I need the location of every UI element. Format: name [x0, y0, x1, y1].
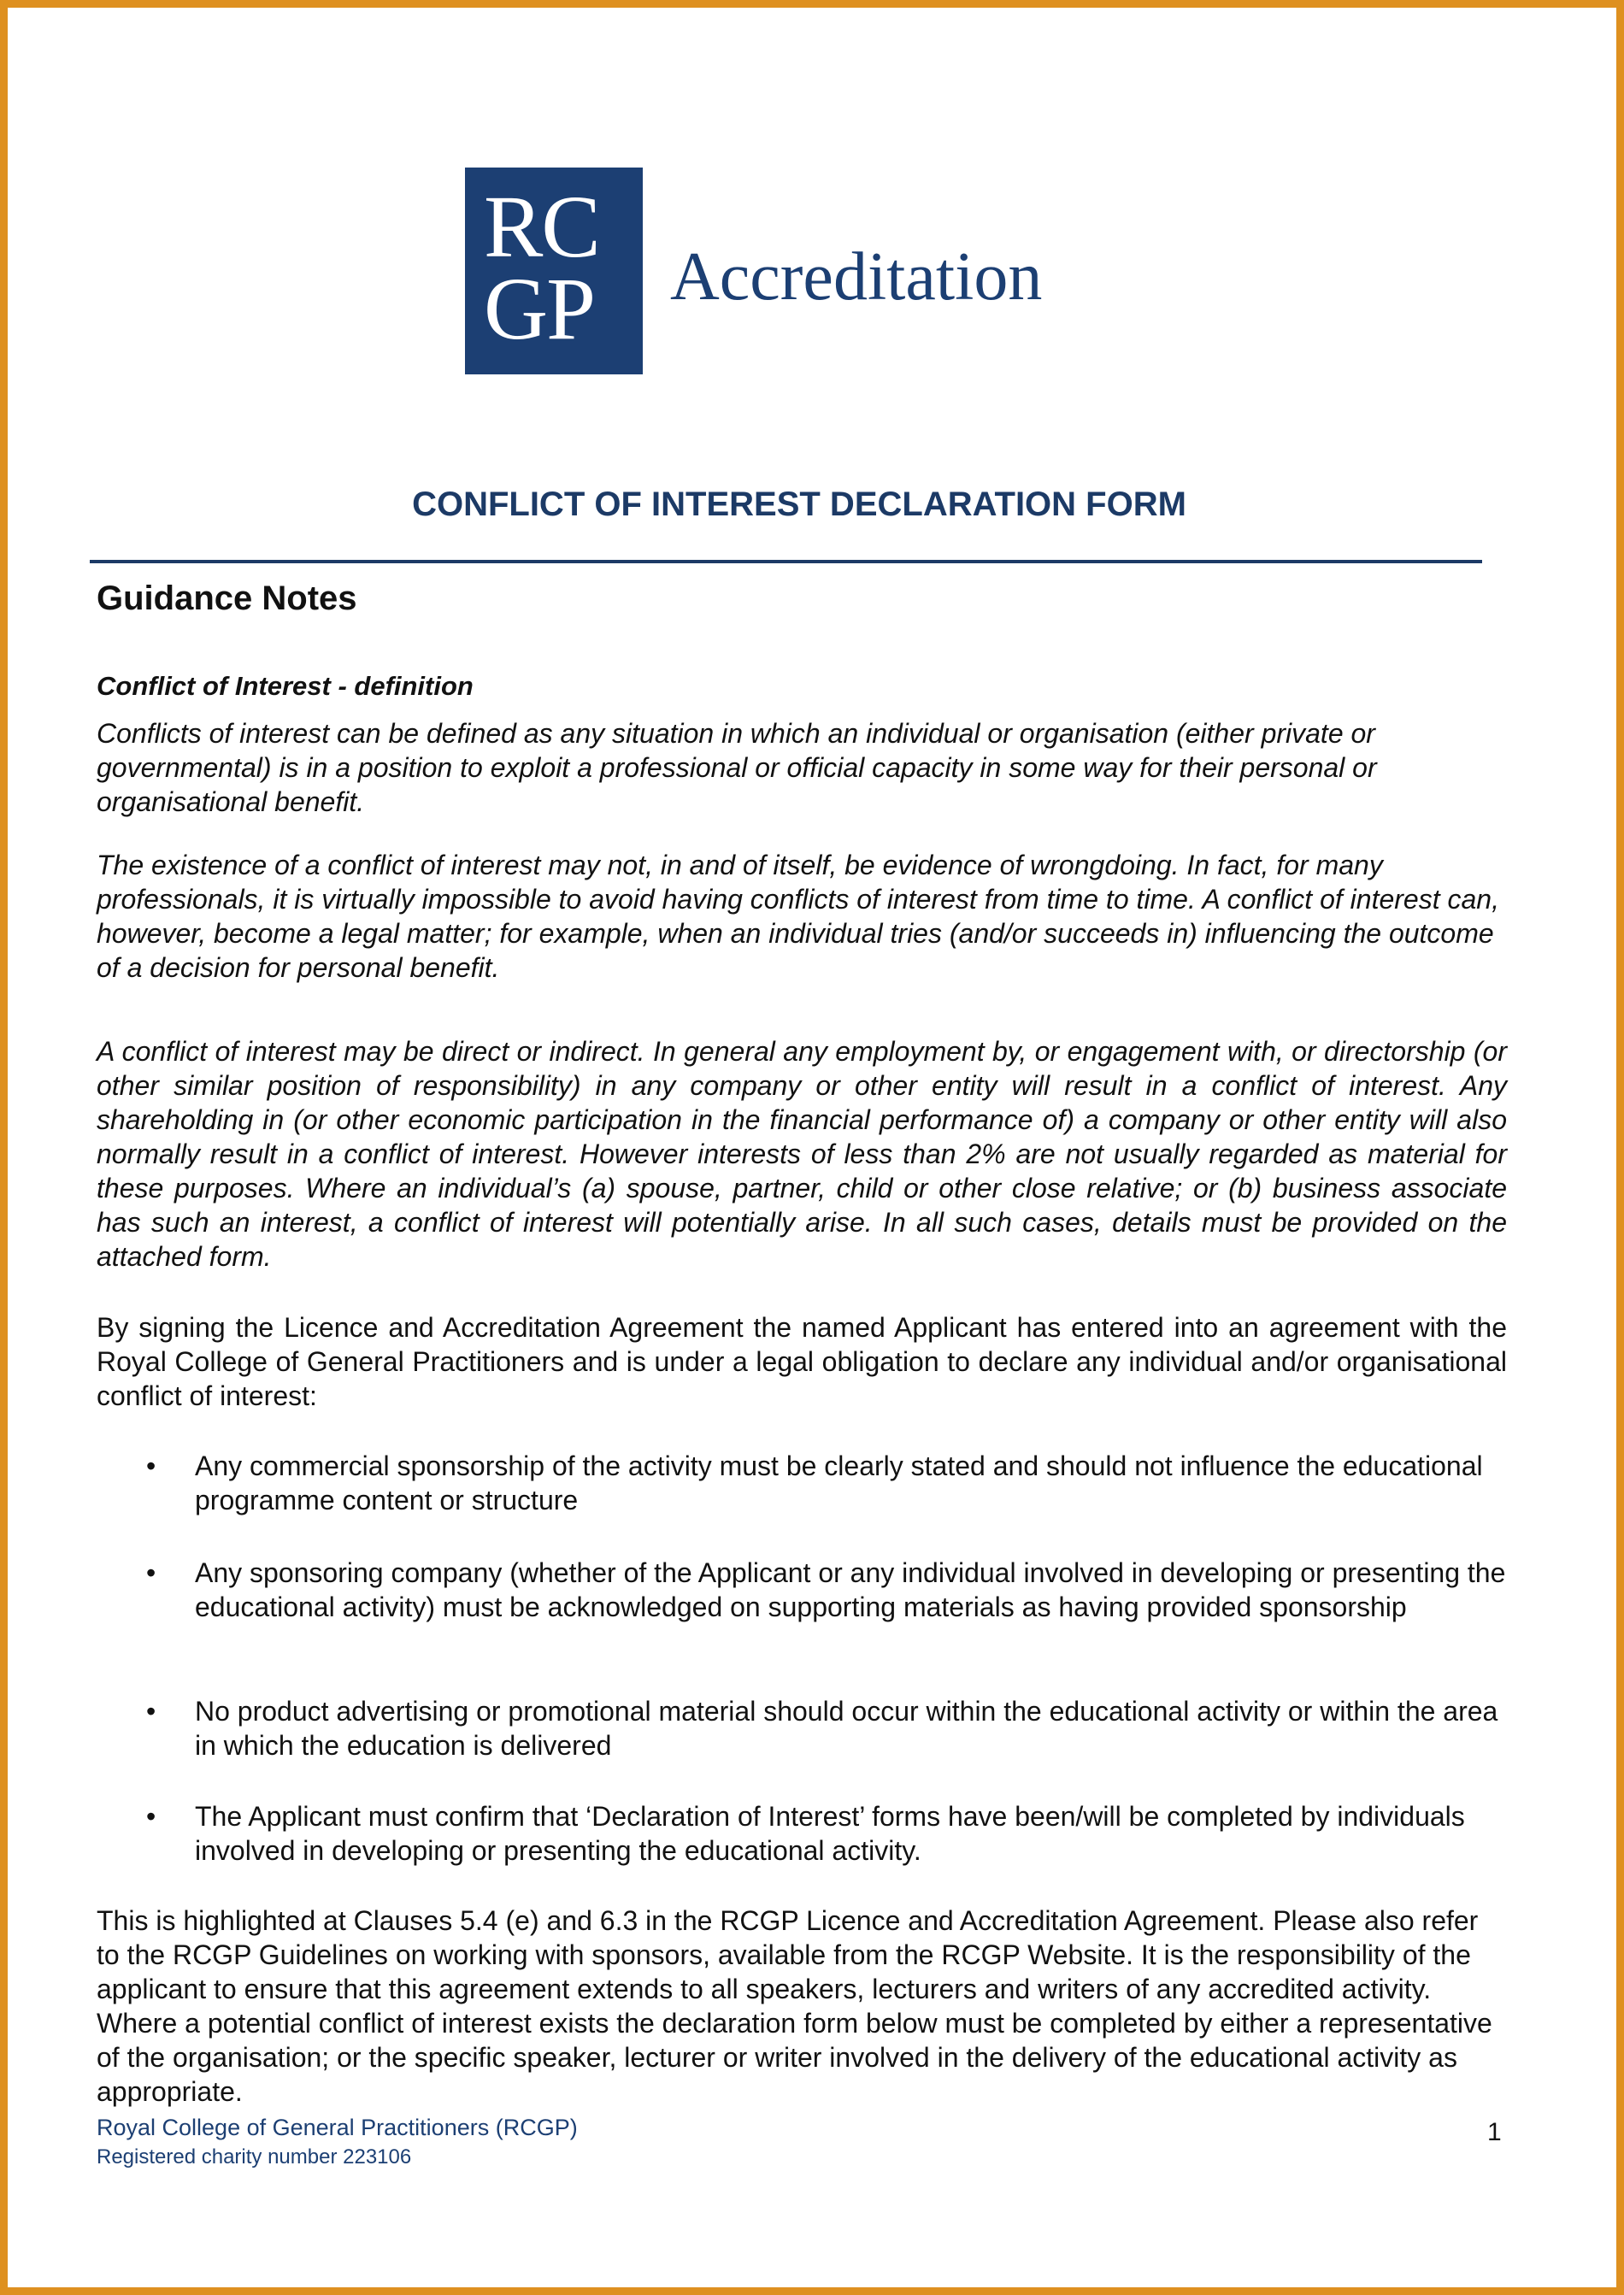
- bullet-icon: •: [146, 1696, 156, 1727]
- footer-organisation: Royal College of General Practitioners (RCGP): [97, 2115, 578, 2140]
- list-item-text: Any commercial sponsorship of the activity must be clearly stated and should not influence the educational programme content or structure: [195, 1451, 1483, 1515]
- list-item-text: The Applicant must confirm that ‘Declaration of Interest’ forms have been/will be completed by individuals involved in developing or presenting the educational activity.: [195, 1801, 1465, 1866]
- paragraph-agreement: By signing the Licence and Accreditation Agreement the named Applicant has entered into an agreement with the Royal College of General Practitioners and is under a legal obligation to declare any individual and/or organisational conflict of interest:: [97, 1312, 1507, 1411]
- logo-line-1: RC: [484, 178, 599, 276]
- bullet-icon: •: [146, 1557, 156, 1588]
- title-divider: [90, 560, 1482, 563]
- page-title: CONFLICT OF INTEREST DECLARATION FORM: [412, 485, 1186, 523]
- list-item-text: Any sponsoring company (whether of the Applicant or any individual involved in developing or presenting the educational activity) must be acknowledged on supporting materials as having provided sponsorship: [195, 1557, 1506, 1622]
- bullet-icon: •: [146, 1451, 156, 1481]
- list-item-text: No product advertising or promotional material should occur within the educational activity or within the area in which the education is delivered: [195, 1696, 1498, 1761]
- rcgp-logo: [465, 168, 643, 374]
- footer-registration: Registered charity number 223106: [97, 2145, 412, 2168]
- logo-wordmark: Accreditation: [670, 239, 1043, 315]
- paragraph-clauses: This is highlighted at Clauses 5.4 (e) and 6.3 in the RCGP Licence and Accreditation Agreement. Please also refer to the RCGP Guidelines on working with sponsors, available from the RCGP Website. It is the responsibility of the applicant to ensure that this agreement extends to all speakers, lecturers and writers of any accredited activity. Where a potential conflict of interest exists the declaration form below must be completed by either a representative of the organisation; or the specific speaker, lecturer or writer involved in the delivery of the educational activity as appropriate.: [97, 1905, 1492, 2107]
- paragraph-direct-indirect: A conflict of interest may be direct or indirect. In general any employment by, or engagement with, or directorship (or other similar position of responsibility) in any company or other entity will result in a conflict of interest. Any shareholding in (or other economic participation in the financial performance of) a company or other entity will also normally result in a conflict of interest. However interests of less than 2% are not usually regarded as material for these purposes. Where an individual’s (a) spouse, partner, child or other close relative; or (b) business associate has such an interest, a conflict of interest will potentially arise. In all such cases, details must be provided on the attached form.: [97, 1036, 1507, 1272]
- guidance-heading: Guidance Notes: [97, 580, 357, 617]
- paragraph-definition: Conflicts of interest can be defined as any situation in which an individual or organisation (either private or governmental) is in a position to exploit a professional or official capacity in some way for their personal or organisational benefit.: [97, 718, 1377, 817]
- page-number: 1: [1487, 2118, 1502, 2146]
- definition-heading: Conflict of Interest - definition: [97, 671, 474, 701]
- bullet-icon: •: [146, 1801, 156, 1832]
- paragraph-existence: The existence of a conflict of interest may not, in and of itself, be evidence of wrongdoing. In fact, for many professionals, it is virtually impossible to avoid having conflicts of interest from time to time. A conflict of interest can, however, become a legal matter; for example, when an individual tries (and/or succeeds in) influencing the outcome of a decision for personal benefit.: [97, 850, 1499, 983]
- logo-line-2: GP: [484, 260, 594, 358]
